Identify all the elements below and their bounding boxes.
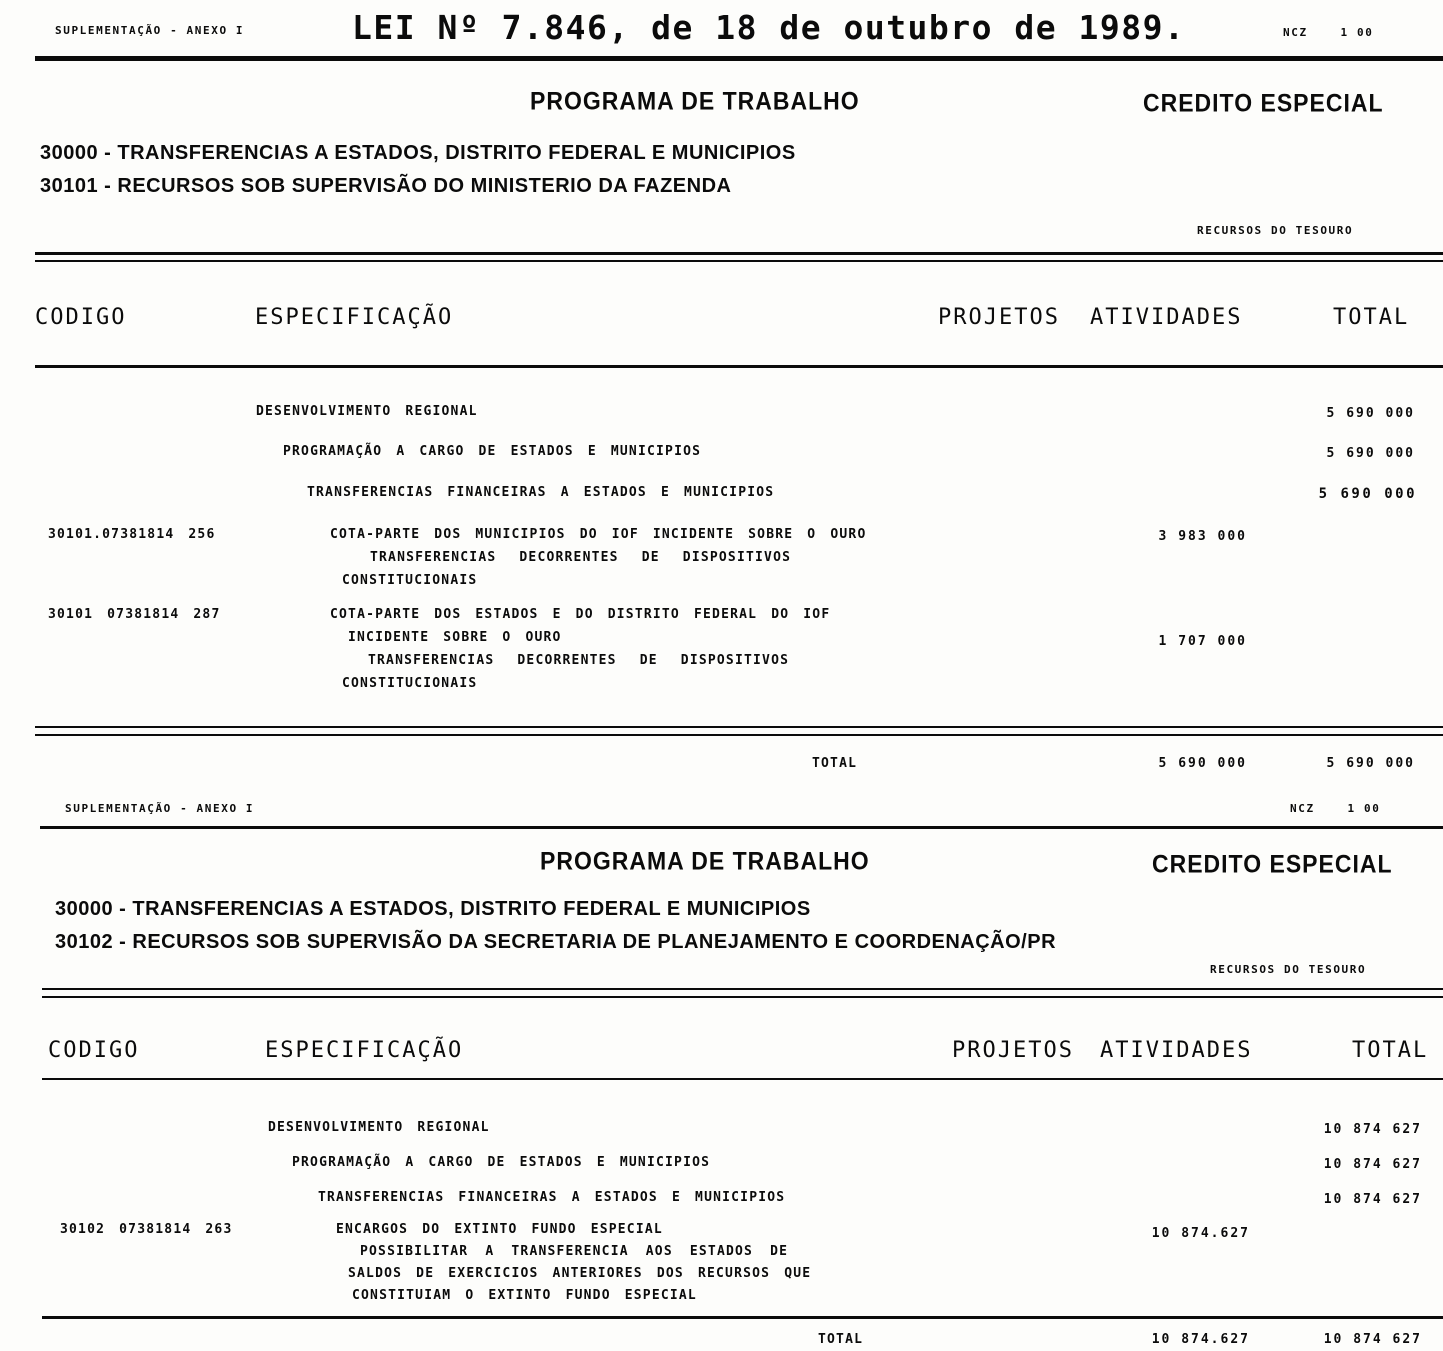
org-line-2: 30102 - RECURSOS SOB SUPERVISÃO DA SECRETARIA DE PLANEJAMENTO E COORDENAÇÃO/PR [55,931,1057,953]
divider-double-b [35,260,1443,262]
divider-total2 [42,1316,1443,1319]
org-line-1: 30000 - TRANSFERENCIAS A ESTADOS, DISTRITO FEDERAL E MUNICIPIOS [40,142,796,164]
divider-top [35,56,1443,61]
total-row-label: TOTAL [818,1332,864,1347]
total-row-label: TOTAL [812,756,858,771]
col-header-codigo: CODIGO [48,1038,140,1063]
spec-line: TRANSFERENCIAS FINANCEIRAS A ESTADOS E MUNICIPIOS [307,485,775,500]
spec-line: INCIDENTE SOBRE O OURO [348,630,562,645]
spec-line: TRANSFERENCIAS DECORRENTES DE DISPOSITIVOS [368,653,790,668]
spec-line: PROGRAMAÇÃO A CARGO DE ESTADOS E MUNICIPIOS [292,1155,711,1170]
divider-page2 [40,826,1443,829]
spec-line: PROGRAMAÇÃO A CARGO DE ESTADOS E MUNICIPIOS [283,444,702,459]
resource-note: RECURSOS DO TESOURO [1210,963,1367,976]
col-header-codigo: CODIGO [35,305,127,330]
col-header-total: TOTAL [1352,1038,1429,1063]
resource-note: RECURSOS DO TESOURO [1197,224,1354,237]
spec-line: DESENVOLVIMENTO REGIONAL [268,1120,490,1135]
program-title: PROGRAMA DE TRABALHO [540,846,870,875]
col-header-especificacao: ESPECIFICAÇÃO [265,1038,464,1063]
col-header-total: TOTAL [1333,305,1410,330]
total-value: 10 874 627 [1323,1192,1422,1207]
spec-line: CONSTITUCIONAIS [342,573,478,588]
col-header-atividades: ATIVIDADES [1100,1038,1253,1063]
atividades-value: 10 874.627 [1151,1226,1250,1241]
row-code: 30101.07381814 256 [48,527,216,542]
total-row-atividades: 10 874.627 [1151,1332,1250,1347]
divider-double-a [35,252,1443,255]
atividades-value: 1 707 000 [1158,634,1247,649]
col-header-projetos: PROJETOS [938,305,1060,330]
divider-table1-header [35,365,1443,368]
spec-line: CONSTITUIAM O EXTINTO FUNDO ESPECIAL [352,1288,697,1303]
total-row-grand: 10 874 627 [1323,1332,1422,1347]
col-header-projetos: PROJETOS [952,1038,1074,1063]
total-value: 10 874 627 [1323,1157,1422,1172]
spec-line: DESENVOLVIMENTO REGIONAL [256,404,478,419]
org-line-1: 30000 - TRANSFERENCIAS A ESTADOS, DISTRITO FEDERAL E MUNICIPIOS [55,898,811,920]
spec-line: POSSIBILITAR A TRANSFERENCIA AOS ESTADOS DE [360,1244,789,1259]
divider-table2-header [42,1078,1443,1080]
divider-double2-b [42,996,1443,998]
spec-line: COTA-PARTE DOS MUNICIPIOS DO IOF INCIDENTE SOBRE O OURO [330,527,867,542]
col-header-especificacao: ESPECIFICAÇÃO [255,305,454,330]
credit-type-label: CREDITO ESPECIAL [1143,88,1384,117]
total-value: 5 690 000 [1318,486,1417,502]
org-line-2: 30101 - RECURSOS SOB SUPERVISÃO DO MINISTERIO DA FAZENDA [40,175,732,197]
divider-double2-a [42,988,1443,990]
spec-line: COTA-PARTE DOS ESTADOS E DO DISTRITO FEDERAL DO IOF [330,607,831,622]
row-code: 30101 07381814 287 [48,607,221,622]
annex-label: SUPLEMENTAÇÃO - ANEXO I [65,802,255,815]
annex-label: SUPLEMENTAÇÃO - ANEXO I [55,24,245,37]
total-value: 5 690 000 [1326,446,1415,461]
credit-type-label: CREDITO ESPECIAL [1152,849,1393,878]
currency-note: NCZ 1 00 [1290,802,1381,815]
currency-note: NCZ 1 00 [1283,26,1374,39]
total-row-grand: 5 690 000 [1326,756,1415,771]
atividades-value: 3 983 000 [1158,529,1247,544]
spec-line: ENCARGOS DO EXTINTO FUNDO ESPECIAL [336,1222,663,1237]
spec-line: TRANSFERENCIAS DECORRENTES DE DISPOSITIVOS [370,550,792,565]
spec-line: SALDOS DE EXERCICIOS ANTERIORES DOS RECURSOS QUE [348,1266,812,1281]
total-value: 5 690 000 [1326,406,1415,421]
program-title: PROGRAMA DE TRABALHO [530,86,860,115]
spec-line: CONSTITUCIONAIS [342,676,478,691]
divider-total1-a [35,726,1443,728]
total-value: 10 874 627 [1323,1122,1422,1137]
spec-line: TRANSFERENCIAS FINANCEIRAS A ESTADOS E MUNICIPIOS [318,1190,786,1205]
divider-total1-b [35,734,1443,736]
col-header-atividades: ATIVIDADES [1090,305,1243,330]
row-code: 30102 07381814 263 [60,1222,233,1237]
law-title: LEI Nº 7.846, de 18 de outubro de 1989. [352,8,1186,47]
total-row-atividades: 5 690 000 [1158,756,1247,771]
